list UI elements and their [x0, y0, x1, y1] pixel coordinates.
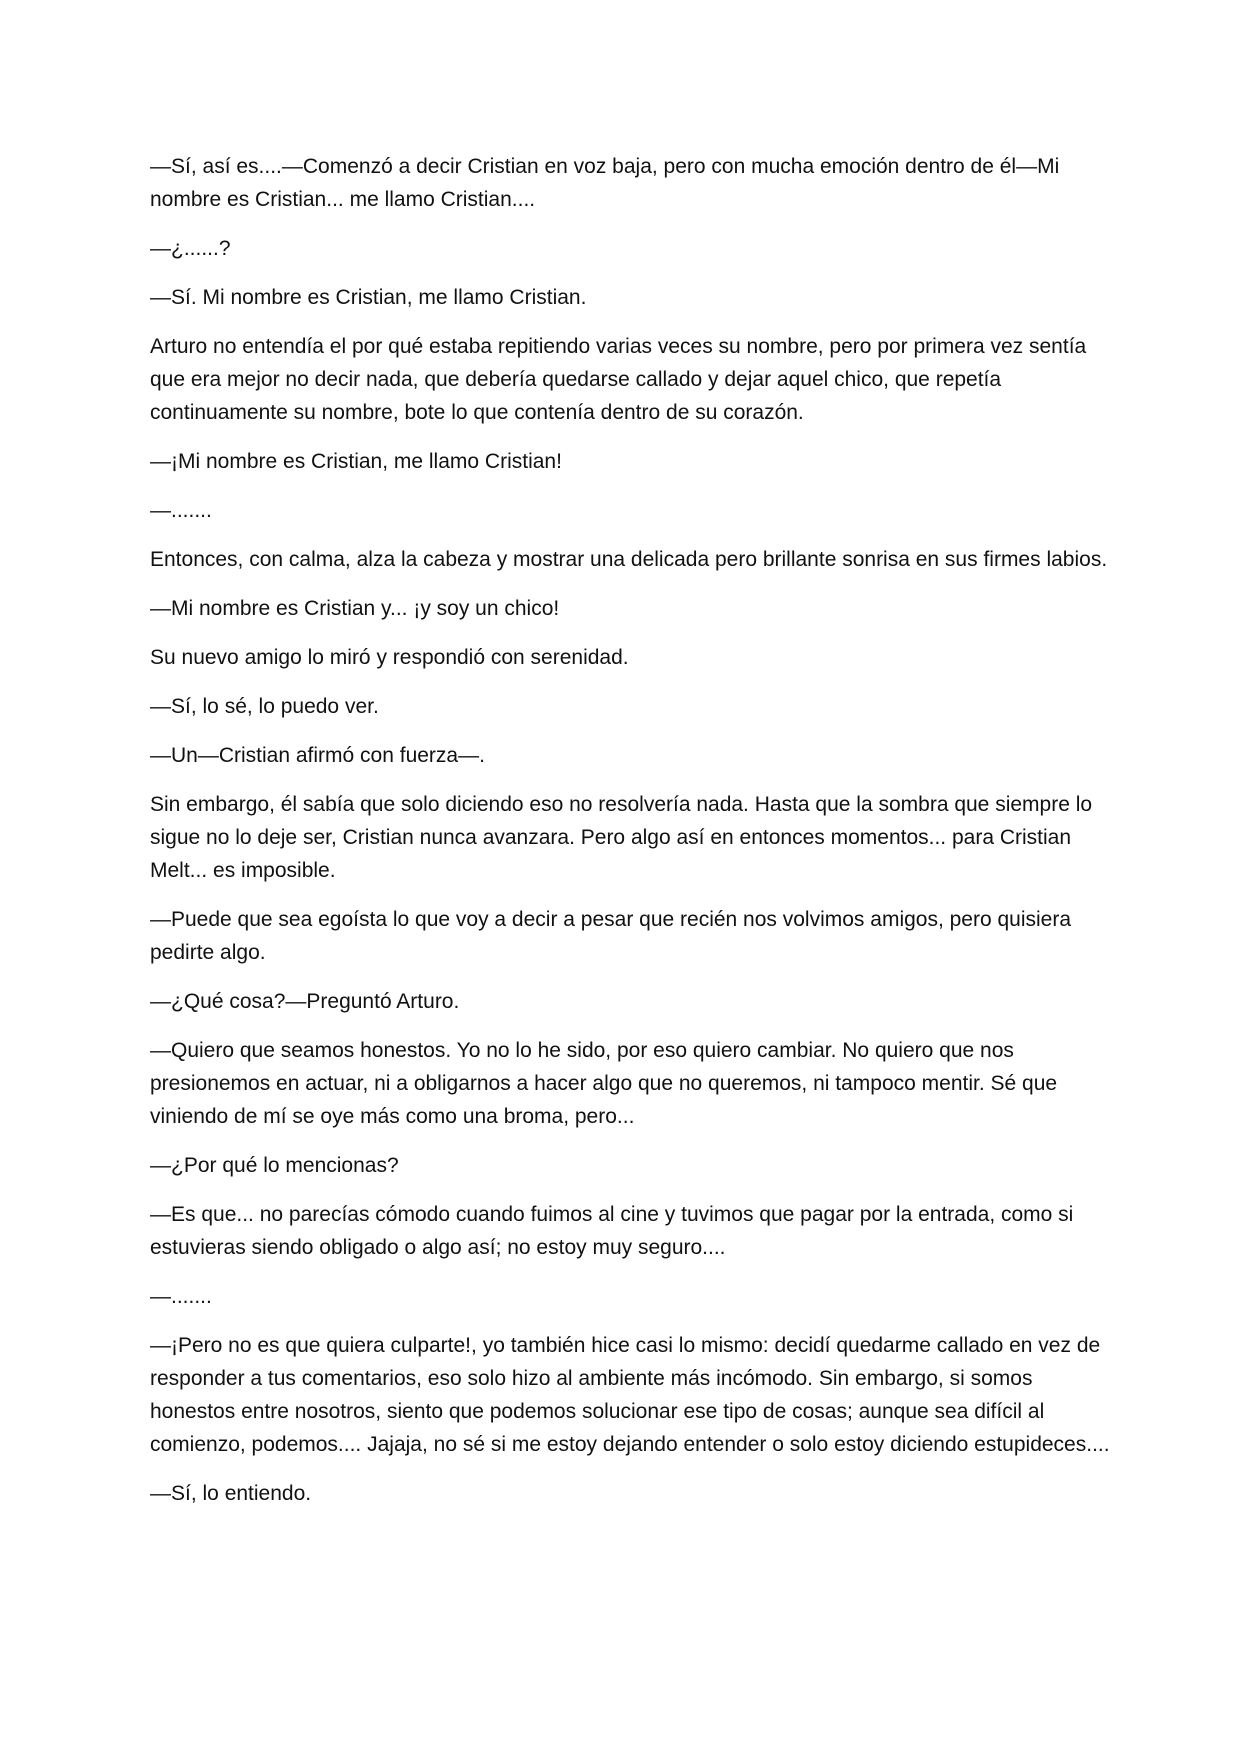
paragraph: —.......: [150, 499, 212, 522]
paragraph: —¿......?: [150, 237, 231, 260]
paragraph: —Un—Cristian afirmó con fuerza—.: [150, 744, 485, 767]
paragraph: —Quiero que seamos honestos. Yo no lo he sido, por eso quiero cambiar. No quiero que nos presionemos en actuar, ni a obligarnos a hacer algo que no queremos, ni tampoco mentir. Sé que viniendo de mí se oye más como una broma, pero...: [150, 1039, 1058, 1128]
paragraph: —Mi nombre es Cristian y... ¡y soy un chico!: [150, 597, 560, 620]
paragraph: Sin embargo, él sabía que solo diciendo eso no resolvería nada. Hasta que la sombra que siempre lo sigue no lo deje ser, Cristian nunca avanzara. Pero algo así en entonces momentos... para Cristian Melt... es imposible.: [150, 793, 1093, 882]
paragraph: —.......: [150, 1285, 212, 1308]
paragraph: —Sí. Mi nombre es Cristian, me llamo Cristian.: [150, 286, 587, 309]
paragraph: —Es que... no parecías cómodo cuando fuimos al cine y tuvimos que pagar por la entrada, como si estuvieras siendo obligado o algo así; no estoy muy seguro....: [150, 1203, 1074, 1259]
paragraph: —¿Por qué lo mencionas?: [150, 1154, 399, 1177]
paragraph: Entonces, con calma, alza la cabeza y mostrar una delicada pero brillante sonrisa en sus firmes labios.: [150, 548, 1108, 571]
paragraph: Su nuevo amigo lo miró y respondió con serenidad.: [150, 646, 629, 669]
paragraph: —Sí, lo entiendo.: [150, 1482, 312, 1505]
paragraph: —¿Qué cosa?—Preguntó Arturo.: [150, 990, 460, 1013]
body-text: [150, 150, 1110, 1526]
paragraph: Arturo no entendía el por qué estaba repitiendo varias veces su nombre, pero por primera vez sentía que era mejor no decir nada, que debería quedarse callado y dejar aquel chico, que repetía continuamente su nombre, bote lo que contenía dentro de su corazón.: [150, 335, 1087, 424]
paragraph: —Puede que sea egoísta lo que voy a decir a pesar que recién nos volvimos amigos, pero quisiera pedirte algo.: [150, 908, 1072, 964]
paragraph: —¡Pero no es que quiera culparte!, yo también hice casi lo mismo: decidí quedarme callado en vez de responder a tus comentarios, eso solo hizo al ambiente más incómodo. Sin embargo, si somos honestos entre nosotros, siento que podemos solucionar ese tipo de cosas; aunque sea difícil al comienzo, podemos.... Jajaja, no sé si me estoy dejando entender o solo estoy diciendo estupideces....: [150, 1334, 1110, 1456]
paragraph: —Sí, lo sé, lo puedo ver.: [150, 695, 379, 718]
paragraph: —Sí, así es....—Comenzó a decir Cristian en voz baja, pero con mucha emoción dentro de él—Mi nombre es Cristian... me llamo Cristian....: [150, 155, 1060, 211]
paragraph: —¡Mi nombre es Cristian, me llamo Cristian!: [150, 450, 562, 473]
